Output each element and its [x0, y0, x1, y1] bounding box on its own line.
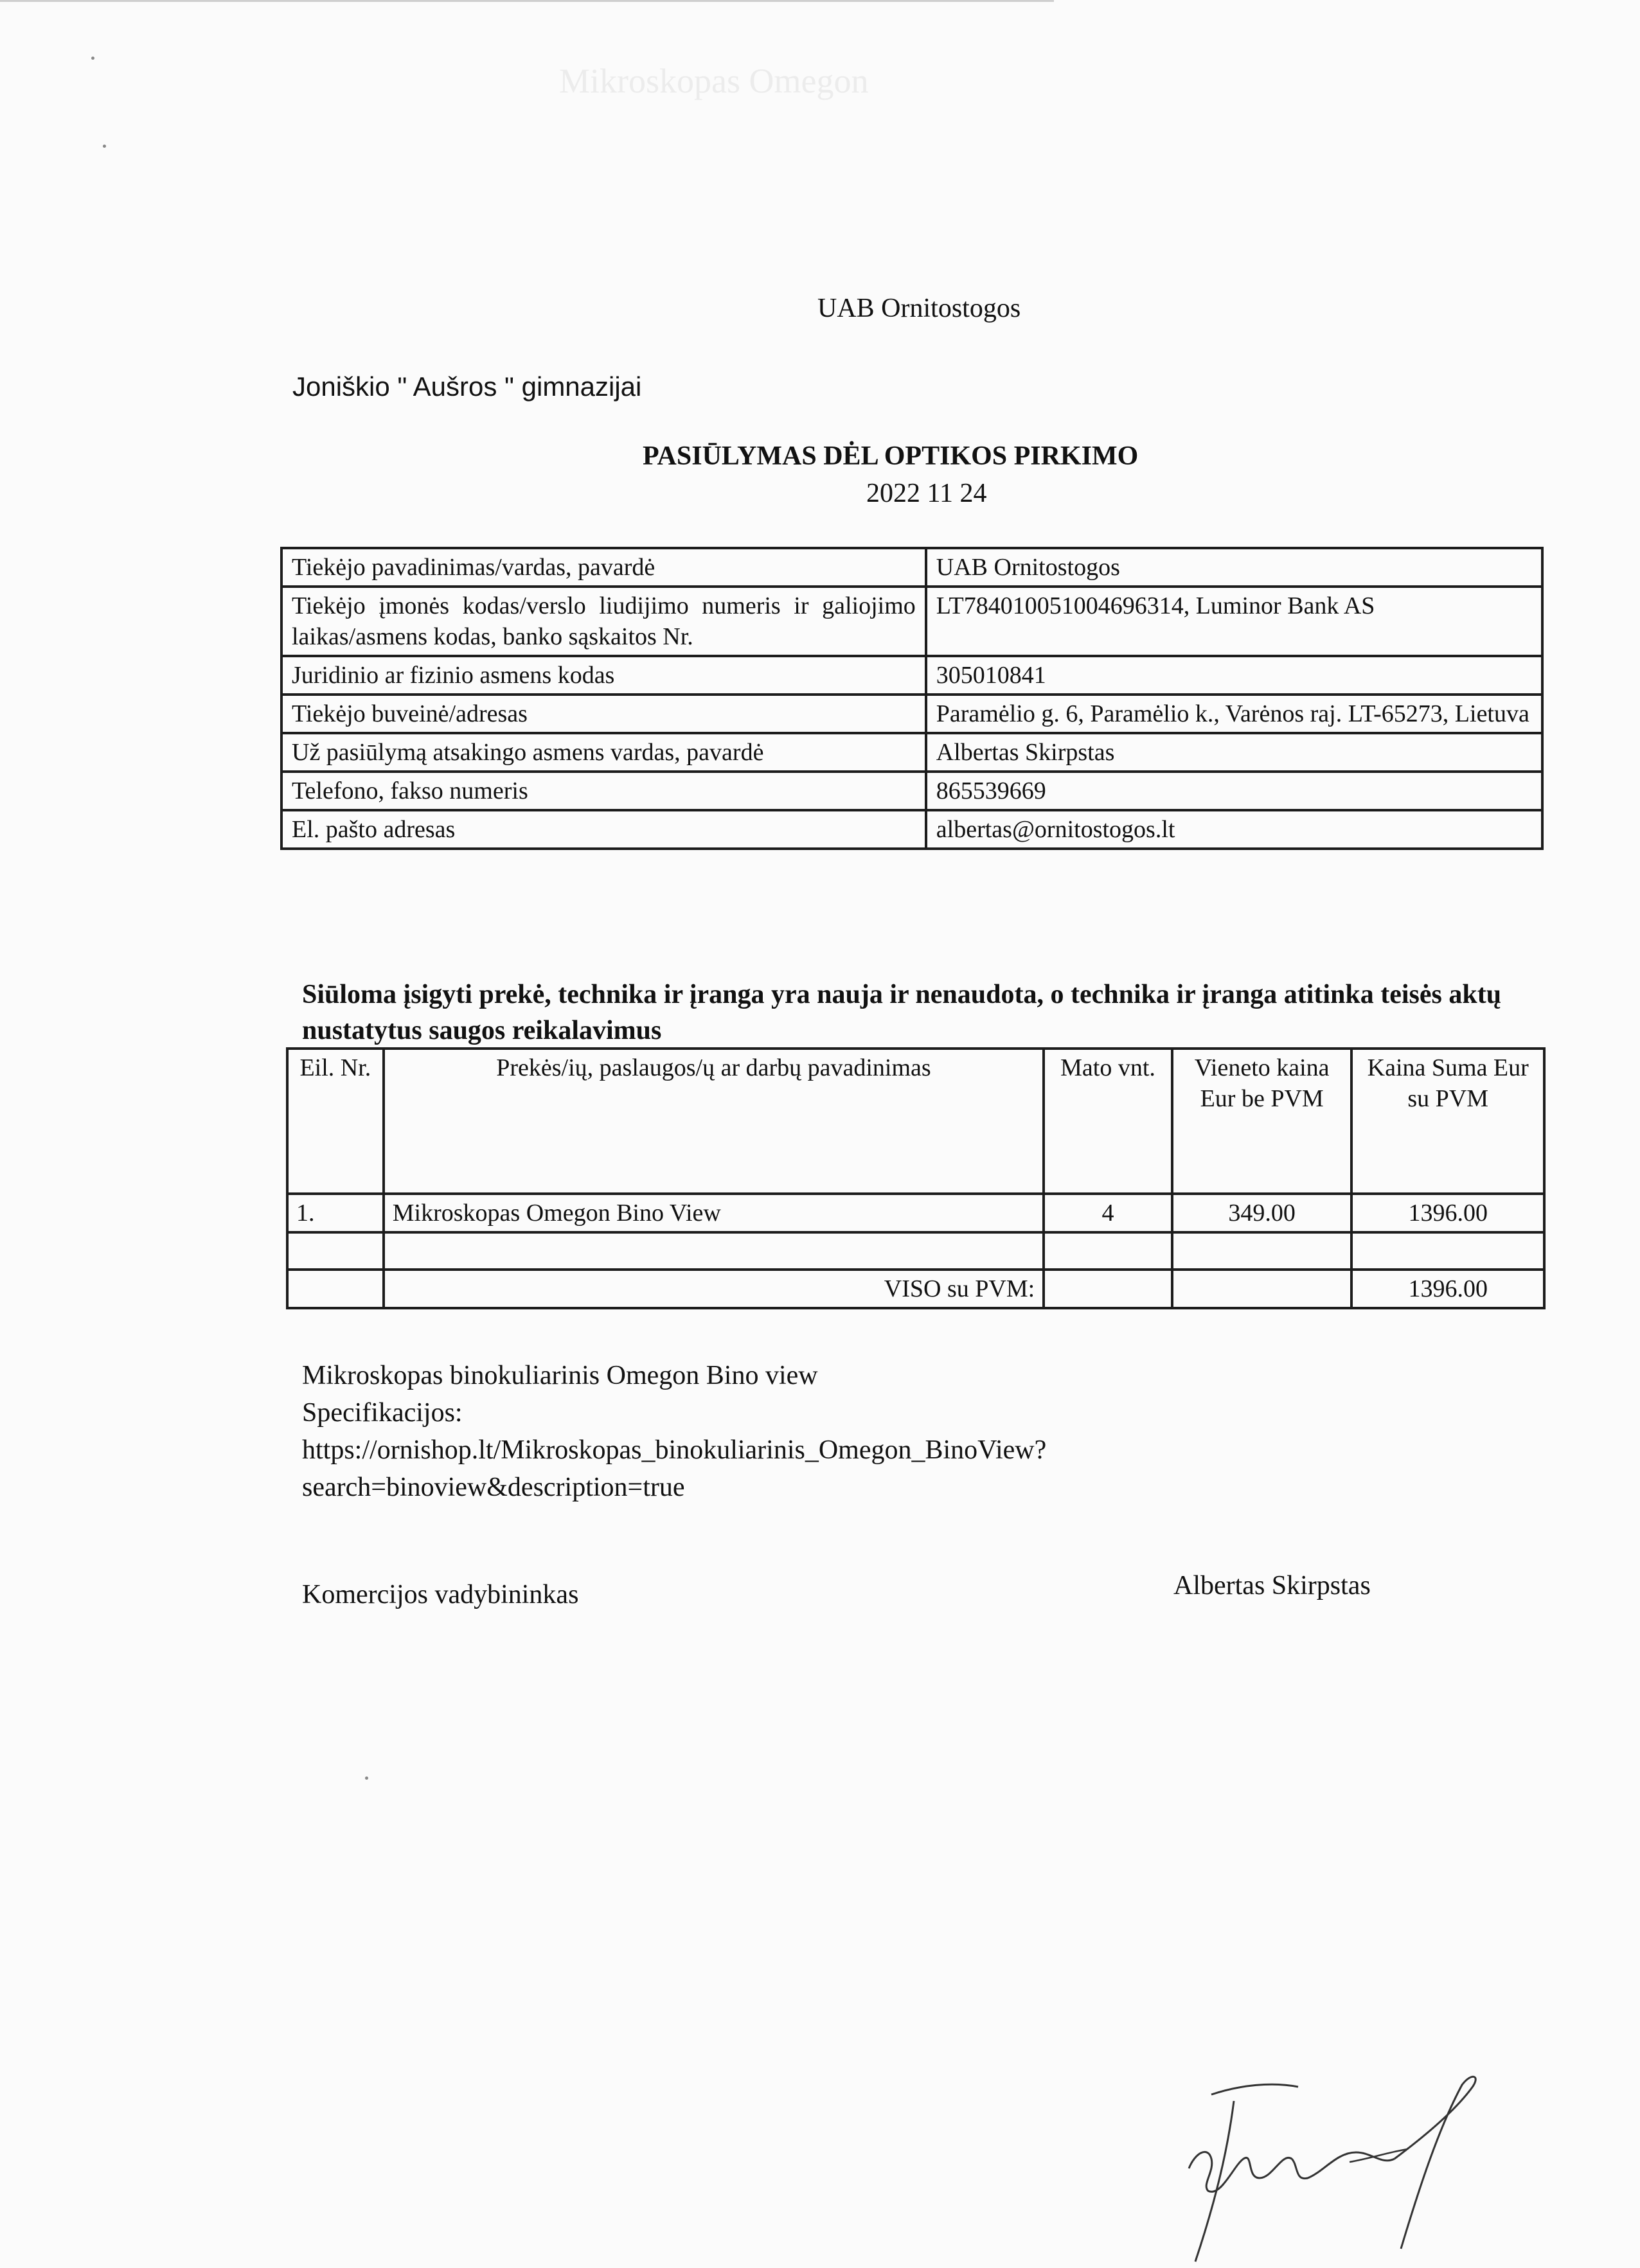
description-link: search=binoview&description=true: [302, 1473, 685, 1502]
description-line: Specifikacijos:: [302, 1398, 463, 1428]
scan-edge-line: [0, 0, 1054, 2]
supplier-label: Tiekėjo buveinė/adresas: [281, 695, 926, 733]
header-name: Prekės/ių, paslaugos/ų ar darbų pavadinimas: [384, 1049, 1044, 1194]
header-total: Kaina Suma Eur su PVM: [1351, 1049, 1544, 1194]
table-header-row: [287, 1049, 1544, 1194]
items-table: [286, 1047, 1546, 1309]
document-title: PASIŪLYMAS DĖL OPTIKOS PIRKIMO: [643, 441, 1139, 471]
table-row-empty: [287, 1232, 1544, 1270]
supplier-value: Paramėlio g. 6, Paramėlio k., Varėnos raj. LT-65273, Lietuva: [926, 695, 1542, 733]
item-unit: 4: [1044, 1194, 1172, 1232]
supplier-value: UAB Ornitostogos: [926, 548, 1542, 587]
signoff-name: Albertas Skirpstas: [1173, 1571, 1371, 1600]
item-name: Mikroskopas Omegon Bino View: [384, 1194, 1044, 1232]
signature-mark: [1150, 2056, 1510, 2268]
header-unit: Mato vnt.: [1044, 1049, 1172, 1194]
scan-speck: [365, 1776, 368, 1780]
supplier-label: El. pašto adresas: [281, 810, 926, 849]
item-total: 1396.00: [1351, 1194, 1544, 1232]
total-label: VISO su PVM:: [384, 1270, 1044, 1308]
item-no: 1.: [287, 1194, 384, 1232]
table-row: [287, 1194, 1544, 1232]
supplier-value: Albertas Skirpstas: [926, 733, 1542, 772]
supplier-label: Už pasiūlymą atsakingo asmens vardas, pavardė: [281, 733, 926, 772]
supplier-label: Tiekėjo pavadinimas/vardas, pavardė: [281, 548, 926, 587]
supplier-value: 305010841: [926, 656, 1542, 695]
signoff-position: Komercijos vadybininkas: [302, 1580, 579, 1609]
description-line: Mikroskopas binokuliarinis Omegon Bino view: [302, 1361, 818, 1390]
supplier-label: Juridinio ar fizinio asmens kodas: [281, 656, 926, 695]
total-value: 1396.00: [1351, 1270, 1544, 1308]
table-row: [281, 810, 1542, 849]
table-row: [281, 656, 1542, 695]
supplier-label: Tiekėjo įmonės kodas/verslo liudijimo numeris ir galiojimo laikas/asmens kodas, banko sąskaitos Nr.: [281, 587, 926, 656]
faint-header-text: Mikroskopas Omegon: [559, 62, 869, 100]
header-unit-price: Vieneto kaina Eur be PVM: [1172, 1049, 1352, 1194]
description-link: https://ornishop.lt/Mikroskopas_binokuliarinis_Omegon_BinoView?: [302, 1435, 1047, 1465]
supplier-info-table: [280, 547, 1544, 850]
description-block: [302, 1357, 1046, 1506]
scan-speck: [103, 145, 106, 148]
table-total-row: [287, 1270, 1544, 1308]
recipient-name: Joniškio " Aušros " gimnazijai: [292, 371, 642, 402]
supplier-value: 865539669: [926, 772, 1542, 810]
item-unit-price: 349.00: [1172, 1194, 1352, 1232]
document-date: 2022 11 24: [866, 479, 987, 508]
table-row: [281, 772, 1542, 810]
sender-name: UAB Ornitostogos: [817, 294, 1021, 323]
scan-speck: [91, 57, 94, 60]
table-row: [281, 695, 1542, 733]
statement-text: Siūloma įsigyti prekė, technika ir įranga yra nauja ir nenaudota, o technika ir įranga atitinka teisės aktų nustatytus saugos reikalavimus: [302, 980, 1502, 1045]
header-no: Eil. Nr.: [287, 1049, 384, 1194]
supplier-label: Telefono, fakso numeris: [281, 772, 926, 810]
table-row: [281, 587, 1542, 656]
table-row: [281, 733, 1542, 772]
supplier-value: LT784010051004696314, Luminor Bank AS: [926, 587, 1542, 656]
table-row: [281, 548, 1542, 587]
supplier-value: albertas@ornitostogos.lt: [926, 810, 1542, 849]
